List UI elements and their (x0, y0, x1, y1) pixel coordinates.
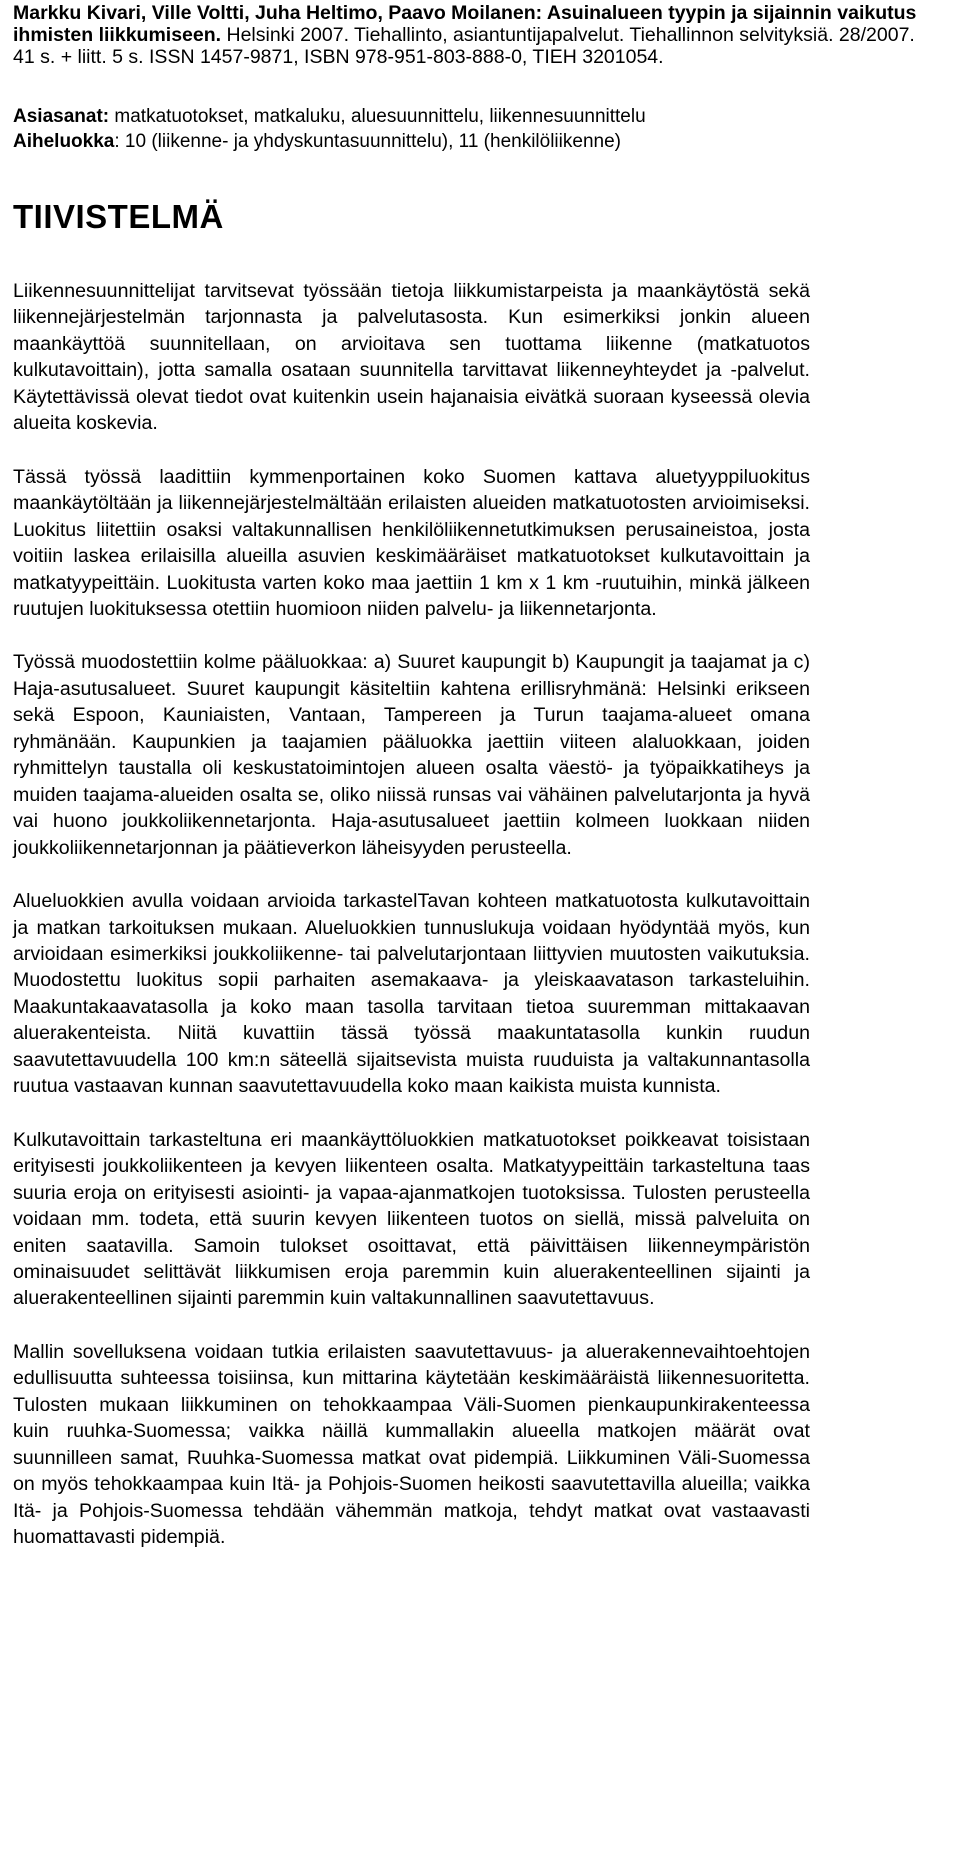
category-label: Aiheluokka (13, 131, 115, 152)
paragraph: Alueluokkien avulla voidaan arvioida tarkastelTavan kohteen matkatuotosta kulkutavoittain ja matkan tarkoituksen mukaan. Alueluokkien tunnuslukuja voidaan hyödyntää myös, kun arvioidaan esimerkiksi joukkoliikenne- tai palvelutarjontaan liittyvien muutosten vaikutuksia. Muodostettu luokitus sopii parhaiten asemakaava- ja yleiskaavatason tarkasteluihin. Maakuntakaavatasolla ja koko maan tasolla tarvitaan tietoa suuremman mittakaavan aluerakenteista. Niitä kuvattiin tässä työssä maakuntatasolla kunkin ruudun saavutettavuudella 100 km:n säteellä sijaitsevista muista ruuduista ja valtakunnantasolla ruutua vastaavan kunnan saavutettavuudella koko maan kaikista muista kunnista. (13, 890, 810, 1098)
bibliographic-reference (13, 2, 938, 68)
keywords-value: matkatuotokset, matkaluku, aluesuunnittelu, liikennesuunnittelu (114, 106, 646, 127)
keywords-line (13, 104, 938, 129)
keywords-label: Asiasanat: (13, 106, 110, 127)
paragraph: Kulkutavoittain tarkasteltuna eri maankäyttöluokkien matkatuotokset poikkeavat toisistaan erityisesti joukkoliikenteen ja kevyen liikenteen osalta. Matkatyypeittäin tarkasteltuna taas suuria eroja on erityisesti asiointi- ja vapaa-ajanmatkojen tuotoksissa. Tulosten perusteella voidaan mm. todeta, että suurin kevyen liikenteen tuotos on siellä, missä palveluita on eniten saatavilla. Samoin tulokset osoittavat, että päivittäisen liikenneympäristön ominaisuudet selittävät liikkumisen eroja paremmin kuin aluerakenteellinen sijainti ja aluerakenteellinen sijainti paremmin kuin valtakunnallinen saavutettavuus. (13, 1128, 810, 1310)
category-line (13, 129, 938, 154)
abstract-body (13, 278, 810, 1577)
paragraph: Tässä työssä laadittiin kymmenportainen koko Suomen kattava aluetyyppiluokitus maankäytöltään ja liikennejärjestelmältään erilaisten alueiden matkatuotosten arvioimiseksi. Luokitus liitettiin osaksi valtakunnallisen henkilöliikennetutkimuksen perusaineistoa, josta voitiin laskea erilaisilla alueilla asuvien keskimääräiset matkatuotokset kulkutavoittain ja matkatyypeittäin. Luokitusta varten koko maa jaettiin 1 km x 1 km -ruutuihin, minkä jälkeen ruutujen luokituksessa otettiin huomioon niiden palvelu- ja liikennetarjonta. (13, 465, 810, 620)
publication-details: Helsinki 2007. Tiehallinto, asiantuntijapalvelut. Tiehallinnon selvityksiä. 28/2007. 41 s. + liitt. 5 s. ISSN 1457-9871, ISBN 978-951-803-888-0, TIEH 3201054. (13, 24, 915, 68)
abstract-heading: TIIVISTELMÄ (13, 198, 224, 235)
paragraph: Mallin sovelluksena voidaan tutkia erilaisten saavutettavuus- ja aluerakennevaihtoehtojen edullisuutta suhteessa toisiinsa, kun mittarina käytetään keskimääräistä liikennesuoritetta. Tulosten mukaan liikkuminen on tehokkaampaa Väli-Suomen pienkaupunkirakenteessa kuin ruuhka-Suomessa; vaikka näillä kummallakin alueella matkojen määrät ovat suunnilleen samat, Ruuhka-Suomessa matkat ovat pidempiä. Liikkuminen Väli-Suomessa on myös tehokkaampaa kuin Itä- ja Pohjois-Suomen heikosti saavutettavilla alueilla; vaikka Itä- ja Pohjois-Suomessa tehdään vähemmän matkoja, tehdyt matkat ovat vastaavasti huomattavasti pidempiä. (13, 1340, 810, 1549)
authors-title: Markku Kivari, Ville Voltti, Juha Heltimo, Paavo Moilanen: Asuinalueen tyypin ja sijainnin vaikutus ihmisten liikkumiseen. (13, 2, 917, 46)
category-value: : 10 (liikenne- ja yhdyskuntasuunnittelu), 11 (henkilöliikenne) (114, 131, 621, 152)
paragraph: Työssä muodostettiin kolme pääluokkaa: a) Suuret kaupungit b) Kaupungit ja taajamat ja c) Haja-asutusalueet. Suuret kaupungit käsiteltiin kahtena erillisryhmänä: Helsinki erikseen sekä Espoon, Kauniaisten, Vantaan, Tampereen ja Turun taajama-alueet omana ryhmänään. Kaupunkien ja taajamien pääluokka jaettiin viiteen alaluokkaan, joiden ryhmittelyn taustalla oli keskustatoimintojen alueen osalta väestö- ja työpaikkatiheys ja muiden taajama-alueiden osalta se, oliko niissä runsas vai vähäinen palvelutarjonta ja hyvä vai huono joukkoliikennetarjonta. Haja-asutusalueet jaettiin kolmeen luokkaan niiden joukkoliikennetarjonnan ja päätieverkon läheisyyden perusteella. (13, 651, 810, 859)
metadata-block (13, 104, 938, 154)
paragraph: Liikennesuunnittelijat tarvitsevat työssään tietoja liikkumistarpeista ja maankäytöstä sekä liikennejärjestelmän tarjonnasta ja palvelutasosta. Kun esimerkiksi jonkin alueen maankäyttöä suunnitellaan, on arvioitava sen tuottama liikenne (matkatuotos kulkutavoittain), jotta samalla osataan suunnitella tarvittavat liikenneyhteydet ja -palvelut. Käytettävissä olevat tiedot ovat kuitenkin usein hajanaisia eivätkä suoraan kyseessä olevia alueita koskevia. (13, 280, 810, 435)
